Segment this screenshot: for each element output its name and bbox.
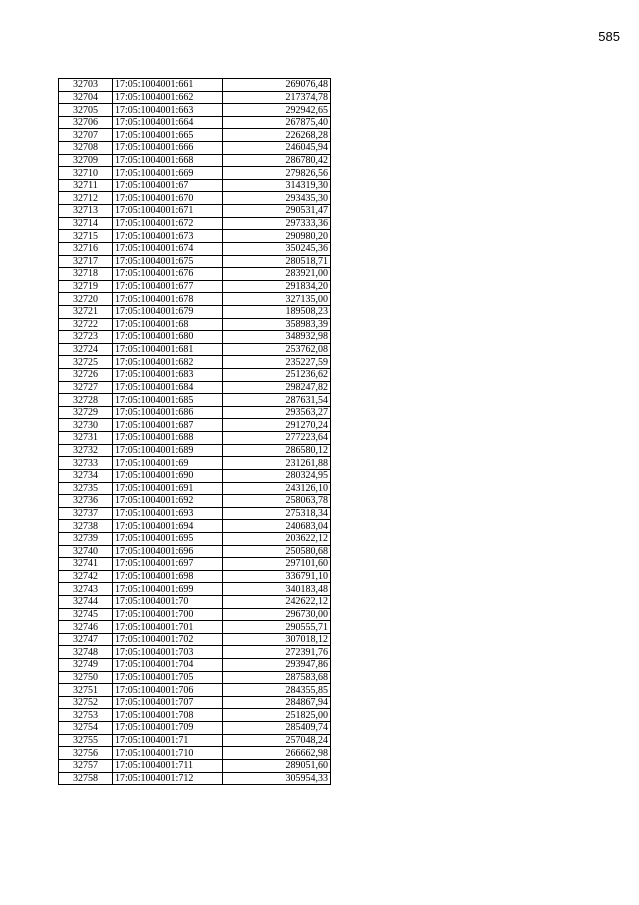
table-row: [59, 595, 331, 608]
row-number-cell: 32745: [59, 608, 113, 621]
value-cell: 293435,30: [223, 192, 331, 205]
value-cell: 242622,12: [223, 595, 331, 608]
table-row: [59, 394, 331, 407]
row-number-cell: 32705: [59, 104, 113, 117]
row-number-cell: 32757: [59, 759, 113, 772]
cadastral-number-cell: 17:05:1004001:682: [113, 356, 223, 369]
value-cell: 235227,59: [223, 356, 331, 369]
value-cell: 298247,82: [223, 381, 331, 394]
value-cell: 289051,60: [223, 759, 331, 772]
value-cell: 291270,24: [223, 419, 331, 432]
value-cell: 307018,12: [223, 633, 331, 646]
cadastral-number-cell: 17:05:1004001:704: [113, 659, 223, 672]
cadastral-value-table: [58, 78, 331, 785]
value-cell: 250580,68: [223, 545, 331, 558]
value-cell: 296730,00: [223, 608, 331, 621]
row-number-cell: 32756: [59, 747, 113, 760]
cadastral-number-cell: 17:05:1004001:679: [113, 305, 223, 318]
cadastral-number-cell: 17:05:1004001:708: [113, 709, 223, 722]
table-row: [59, 507, 331, 520]
table-row: [59, 381, 331, 394]
value-cell: 269076,48: [223, 79, 331, 92]
page-number: 585: [598, 29, 620, 44]
row-number-cell: 32736: [59, 495, 113, 508]
table-row: [59, 419, 331, 432]
cadastral-number-cell: 17:05:1004001:676: [113, 268, 223, 281]
cadastral-number-cell: 17:05:1004001:694: [113, 520, 223, 533]
table-row: [59, 79, 331, 92]
value-cell: 348932,98: [223, 331, 331, 344]
cadastral-number-cell: 17:05:1004001:687: [113, 419, 223, 432]
row-number-cell: 32721: [59, 305, 113, 318]
row-number-cell: 32754: [59, 722, 113, 735]
row-number-cell: 32751: [59, 684, 113, 697]
row-number-cell: 32744: [59, 595, 113, 608]
value-cell: 275318,34: [223, 507, 331, 520]
cadastral-number-cell: 17:05:1004001:674: [113, 242, 223, 255]
row-number-cell: 32709: [59, 154, 113, 167]
value-cell: 280518,71: [223, 255, 331, 268]
table-row: [59, 142, 331, 155]
value-cell: 258063,78: [223, 495, 331, 508]
cadastral-number-cell: 17:05:1004001:685: [113, 394, 223, 407]
cadastral-number-cell: 17:05:1004001:702: [113, 633, 223, 646]
table-row: [59, 621, 331, 634]
row-number-cell: 32732: [59, 444, 113, 457]
row-number-cell: 32713: [59, 205, 113, 218]
row-number-cell: 32737: [59, 507, 113, 520]
row-number-cell: 32710: [59, 167, 113, 180]
row-number-cell: 32742: [59, 570, 113, 583]
row-number-cell: 32724: [59, 343, 113, 356]
row-number-cell: 32723: [59, 331, 113, 344]
row-number-cell: 32749: [59, 659, 113, 672]
table-row: [59, 457, 331, 470]
table-row: [59, 583, 331, 596]
table-row: [59, 91, 331, 104]
row-number-cell: 32707: [59, 129, 113, 142]
table-row: [59, 659, 331, 672]
value-cell: 293947,86: [223, 659, 331, 672]
table-row: [59, 684, 331, 697]
table-row: [59, 520, 331, 533]
value-cell: 297101,60: [223, 558, 331, 571]
value-cell: 189508,23: [223, 305, 331, 318]
row-number-cell: 32719: [59, 280, 113, 293]
cadastral-number-cell: 17:05:1004001:69: [113, 457, 223, 470]
cadastral-number-cell: 17:05:1004001:675: [113, 255, 223, 268]
table-row: [59, 545, 331, 558]
cadastral-number-cell: 17:05:1004001:700: [113, 608, 223, 621]
table-row: [59, 646, 331, 659]
table-row: [59, 759, 331, 772]
value-cell: 286580,12: [223, 444, 331, 457]
table-row: [59, 444, 331, 457]
cadastral-number-cell: 17:05:1004001:671: [113, 205, 223, 218]
row-number-cell: 32741: [59, 558, 113, 571]
table-row: [59, 406, 331, 419]
table-row: [59, 469, 331, 482]
table-row: [59, 205, 331, 218]
row-number-cell: 32734: [59, 469, 113, 482]
table-row: [59, 432, 331, 445]
value-cell: 292942,65: [223, 104, 331, 117]
row-number-cell: 32703: [59, 79, 113, 92]
value-cell: 251825,00: [223, 709, 331, 722]
cadastral-number-cell: 17:05:1004001:701: [113, 621, 223, 634]
value-cell: 286780,42: [223, 154, 331, 167]
value-cell: 297333,36: [223, 217, 331, 230]
row-number-cell: 32733: [59, 457, 113, 470]
row-number-cell: 32708: [59, 142, 113, 155]
cadastral-number-cell: 17:05:1004001:689: [113, 444, 223, 457]
value-cell: 350245,36: [223, 242, 331, 255]
cadastral-number-cell: 17:05:1004001:666: [113, 142, 223, 155]
row-number-cell: 32716: [59, 242, 113, 255]
row-number-cell: 32740: [59, 545, 113, 558]
table-row: [59, 671, 331, 684]
row-number-cell: 32753: [59, 709, 113, 722]
value-cell: 272391,76: [223, 646, 331, 659]
cadastral-number-cell: 17:05:1004001:712: [113, 772, 223, 785]
value-cell: 287583,68: [223, 671, 331, 684]
table-row: [59, 280, 331, 293]
table-row: [59, 570, 331, 583]
table-row: [59, 747, 331, 760]
cadastral-number-cell: 17:05:1004001:673: [113, 230, 223, 243]
value-cell: 336791,10: [223, 570, 331, 583]
value-cell: 226268,28: [223, 129, 331, 142]
table-row: [59, 318, 331, 331]
value-cell: 277223,64: [223, 432, 331, 445]
value-cell: 243126,10: [223, 482, 331, 495]
row-number-cell: 32704: [59, 91, 113, 104]
cadastral-number-cell: 17:05:1004001:703: [113, 646, 223, 659]
row-number-cell: 32718: [59, 268, 113, 281]
value-cell: 284867,94: [223, 696, 331, 709]
table-row: [59, 255, 331, 268]
cadastral-number-cell: 17:05:1004001:70: [113, 595, 223, 608]
table-row: [59, 129, 331, 142]
value-cell: 290531,47: [223, 205, 331, 218]
table-row: [59, 356, 331, 369]
row-number-cell: 32758: [59, 772, 113, 785]
cadastral-number-cell: 17:05:1004001:686: [113, 406, 223, 419]
value-cell: 293563,27: [223, 406, 331, 419]
row-number-cell: 32729: [59, 406, 113, 419]
table-row: [59, 305, 331, 318]
cadastral-number-cell: 17:05:1004001:705: [113, 671, 223, 684]
table-row: [59, 192, 331, 205]
row-number-cell: 32728: [59, 394, 113, 407]
table-row: [59, 242, 331, 255]
cadastral-number-cell: 17:05:1004001:672: [113, 217, 223, 230]
value-cell: 314319,30: [223, 179, 331, 192]
value-cell: 280324,95: [223, 469, 331, 482]
cadastral-number-cell: 17:05:1004001:688: [113, 432, 223, 445]
row-number-cell: 32725: [59, 356, 113, 369]
row-number-cell: 32712: [59, 192, 113, 205]
cadastral-number-cell: 17:05:1004001:678: [113, 293, 223, 306]
value-cell: 240683,04: [223, 520, 331, 533]
table-row: [59, 230, 331, 243]
cadastral-number-cell: 17:05:1004001:697: [113, 558, 223, 571]
value-cell: 358983,39: [223, 318, 331, 331]
value-cell: 203622,12: [223, 532, 331, 545]
table-row: [59, 217, 331, 230]
row-number-cell: 32720: [59, 293, 113, 306]
cadastral-number-cell: 17:05:1004001:665: [113, 129, 223, 142]
row-number-cell: 32726: [59, 369, 113, 382]
cadastral-number-cell: 17:05:1004001:662: [113, 91, 223, 104]
row-number-cell: 32711: [59, 179, 113, 192]
row-number-cell: 32752: [59, 696, 113, 709]
cadastral-number-cell: 17:05:1004001:663: [113, 104, 223, 117]
value-cell: 340183,48: [223, 583, 331, 596]
table-row: [59, 179, 331, 192]
row-number-cell: 32748: [59, 646, 113, 659]
cadastral-number-cell: 17:05:1004001:683: [113, 369, 223, 382]
value-cell: 284355,85: [223, 684, 331, 697]
row-number-cell: 32750: [59, 671, 113, 684]
cadastral-number-cell: 17:05:1004001:668: [113, 154, 223, 167]
value-cell: 251236,62: [223, 369, 331, 382]
cadastral-number-cell: 17:05:1004001:68: [113, 318, 223, 331]
value-cell: 231261,88: [223, 457, 331, 470]
table-row: [59, 482, 331, 495]
cadastral-number-cell: 17:05:1004001:691: [113, 482, 223, 495]
cadastral-number-cell: 17:05:1004001:680: [113, 331, 223, 344]
table-row: [59, 696, 331, 709]
table-row: [59, 532, 331, 545]
table-row: [59, 722, 331, 735]
table-row: [59, 167, 331, 180]
table-row: [59, 608, 331, 621]
table-row: [59, 772, 331, 785]
cadastral-number-cell: 17:05:1004001:692: [113, 495, 223, 508]
value-cell: 287631,54: [223, 394, 331, 407]
table-row: [59, 734, 331, 747]
value-cell: 279826,56: [223, 167, 331, 180]
cadastral-number-cell: 17:05:1004001:695: [113, 532, 223, 545]
value-cell: 253762,08: [223, 343, 331, 356]
table-row: [59, 558, 331, 571]
value-cell: 217374,78: [223, 91, 331, 104]
cadastral-number-cell: 17:05:1004001:67: [113, 179, 223, 192]
row-number-cell: 32727: [59, 381, 113, 394]
value-cell: 291834,20: [223, 280, 331, 293]
table-row: [59, 104, 331, 117]
row-number-cell: 32714: [59, 217, 113, 230]
row-number-cell: 32739: [59, 532, 113, 545]
cadastral-number-cell: 17:05:1004001:709: [113, 722, 223, 735]
cadastral-number-cell: 17:05:1004001:681: [113, 343, 223, 356]
cadastral-number-cell: 17:05:1004001:710: [113, 747, 223, 760]
row-number-cell: 32730: [59, 419, 113, 432]
row-number-cell: 32746: [59, 621, 113, 634]
table-body: [59, 79, 331, 785]
row-number-cell: 32735: [59, 482, 113, 495]
value-cell: 267875,40: [223, 116, 331, 129]
table-row: [59, 633, 331, 646]
row-number-cell: 32715: [59, 230, 113, 243]
cadastral-number-cell: 17:05:1004001:677: [113, 280, 223, 293]
row-number-cell: 32755: [59, 734, 113, 747]
row-number-cell: 32722: [59, 318, 113, 331]
cadastral-number-cell: 17:05:1004001:684: [113, 381, 223, 394]
row-number-cell: 32731: [59, 432, 113, 445]
cadastral-number-cell: 17:05:1004001:707: [113, 696, 223, 709]
value-cell: 283921,00: [223, 268, 331, 281]
table-row: [59, 154, 331, 167]
table-row: [59, 495, 331, 508]
cadastral-number-cell: 17:05:1004001:698: [113, 570, 223, 583]
value-cell: 285409,74: [223, 722, 331, 735]
table-row: [59, 709, 331, 722]
cadastral-number-cell: 17:05:1004001:696: [113, 545, 223, 558]
row-number-cell: 32706: [59, 116, 113, 129]
row-number-cell: 32747: [59, 633, 113, 646]
row-number-cell: 32743: [59, 583, 113, 596]
cadastral-number-cell: 17:05:1004001:71: [113, 734, 223, 747]
table-row: [59, 116, 331, 129]
cadastral-number-cell: 17:05:1004001:690: [113, 469, 223, 482]
value-cell: 305954,33: [223, 772, 331, 785]
cadastral-number-cell: 17:05:1004001:664: [113, 116, 223, 129]
cadastral-number-cell: 17:05:1004001:693: [113, 507, 223, 520]
value-cell: 266662,98: [223, 747, 331, 760]
cadastral-number-cell: 17:05:1004001:711: [113, 759, 223, 772]
cadastral-number-cell: 17:05:1004001:661: [113, 79, 223, 92]
value-cell: 290980,20: [223, 230, 331, 243]
cadastral-number-cell: 17:05:1004001:669: [113, 167, 223, 180]
cadastral-number-cell: 17:05:1004001:699: [113, 583, 223, 596]
table-row: [59, 343, 331, 356]
value-cell: 327135,00: [223, 293, 331, 306]
cadastral-number-cell: 17:05:1004001:670: [113, 192, 223, 205]
table-row: [59, 369, 331, 382]
cadastral-number-cell: 17:05:1004001:706: [113, 684, 223, 697]
table-row: [59, 293, 331, 306]
table-row: [59, 268, 331, 281]
value-cell: 290555,71: [223, 621, 331, 634]
value-cell: 257048,24: [223, 734, 331, 747]
row-number-cell: 32717: [59, 255, 113, 268]
row-number-cell: 32738: [59, 520, 113, 533]
value-cell: 246045,94: [223, 142, 331, 155]
table-row: [59, 331, 331, 344]
